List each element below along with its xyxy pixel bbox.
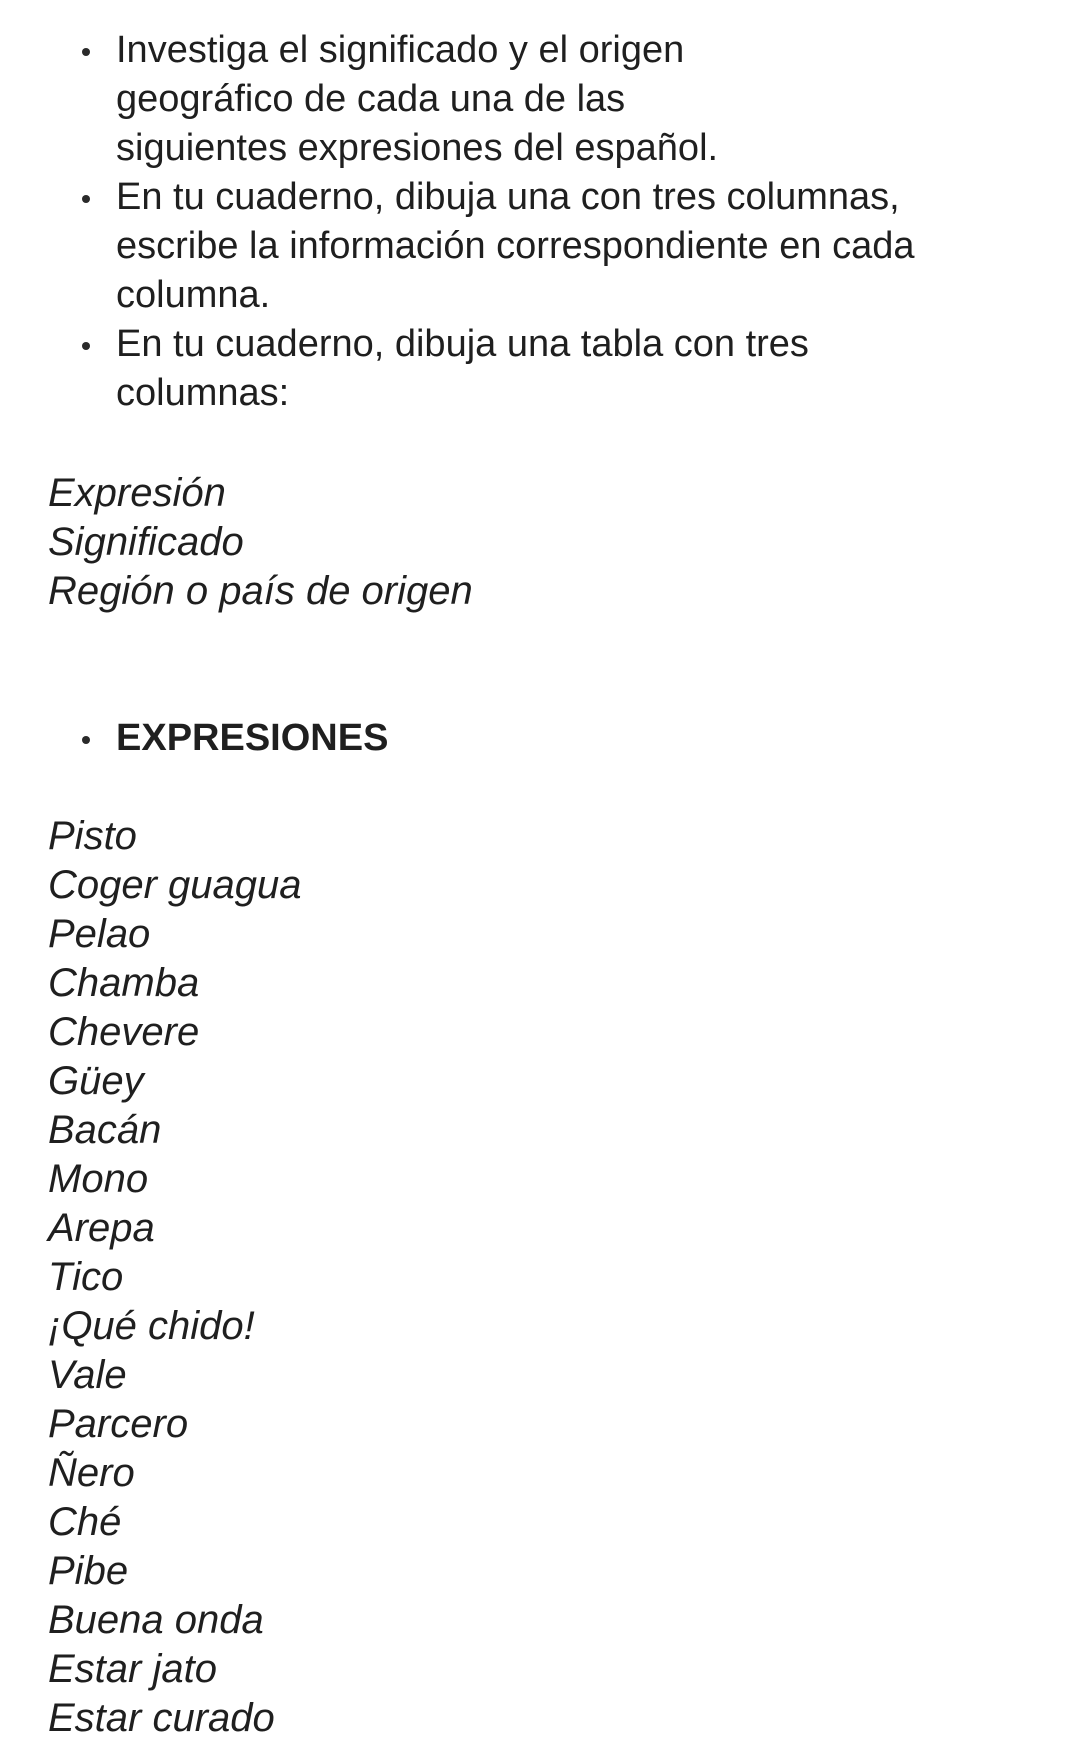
instruction-line: columnas: bbox=[116, 372, 290, 414]
instruction-item bbox=[0, 26, 1080, 173]
expressions-list bbox=[48, 812, 302, 1743]
instruction-item bbox=[0, 320, 1080, 418]
expression-item: Vale bbox=[48, 1353, 127, 1397]
bullet-icon bbox=[82, 48, 90, 56]
instruction-line: Investiga el significado y el origen bbox=[116, 29, 685, 71]
bullet-icon bbox=[82, 195, 90, 203]
column-name: Expresión bbox=[48, 471, 226, 515]
expression-item: Chamba bbox=[48, 961, 200, 1005]
expression-item: Chevere bbox=[48, 1010, 200, 1054]
expression-item: Ché bbox=[48, 1500, 122, 1544]
expressions-heading: EXPRESIONES bbox=[116, 717, 389, 759]
instruction-line: siguientes expresiones del español. bbox=[116, 127, 719, 169]
expression-item: Mono bbox=[48, 1157, 149, 1201]
expression-item: Parcero bbox=[48, 1402, 189, 1446]
expression-item: ¡Qué chido! bbox=[48, 1304, 255, 1348]
bullet-icon bbox=[82, 342, 90, 350]
expression-item: Arepa bbox=[48, 1206, 155, 1250]
instruction-line: columna. bbox=[116, 274, 271, 316]
expression-item: Estar jato bbox=[48, 1647, 217, 1691]
expression-item: Coger guagua bbox=[48, 863, 302, 907]
expression-item: Bacán bbox=[48, 1108, 162, 1152]
instruction-line: escribe la información correspondiente en cada bbox=[116, 225, 915, 267]
expressions-heading-item bbox=[0, 714, 1080, 763]
expression-item: Pisto bbox=[48, 814, 137, 858]
expression-item: Buena onda bbox=[48, 1598, 264, 1642]
instruction-item bbox=[0, 173, 1080, 320]
expression-item: Ñero bbox=[48, 1451, 135, 1495]
table-columns-list bbox=[48, 469, 473, 616]
expression-item: Güey bbox=[48, 1059, 144, 1103]
bullet-icon bbox=[82, 736, 90, 744]
expression-item: Tico bbox=[48, 1255, 124, 1299]
column-name: Región o país de origen bbox=[48, 569, 473, 613]
expression-item: Pibe bbox=[48, 1549, 129, 1593]
instruction-line: En tu cuaderno, dibuja una tabla con tres bbox=[116, 323, 809, 365]
expression-item: Estar curado bbox=[48, 1696, 275, 1740]
expression-item: Pelao bbox=[48, 912, 151, 956]
column-name: Significado bbox=[48, 520, 244, 564]
instruction-list bbox=[0, 26, 1080, 418]
instruction-line: geográfico de cada una de las bbox=[116, 78, 626, 120]
instruction-line: En tu cuaderno, dibuja una con tres columnas, bbox=[116, 176, 900, 218]
